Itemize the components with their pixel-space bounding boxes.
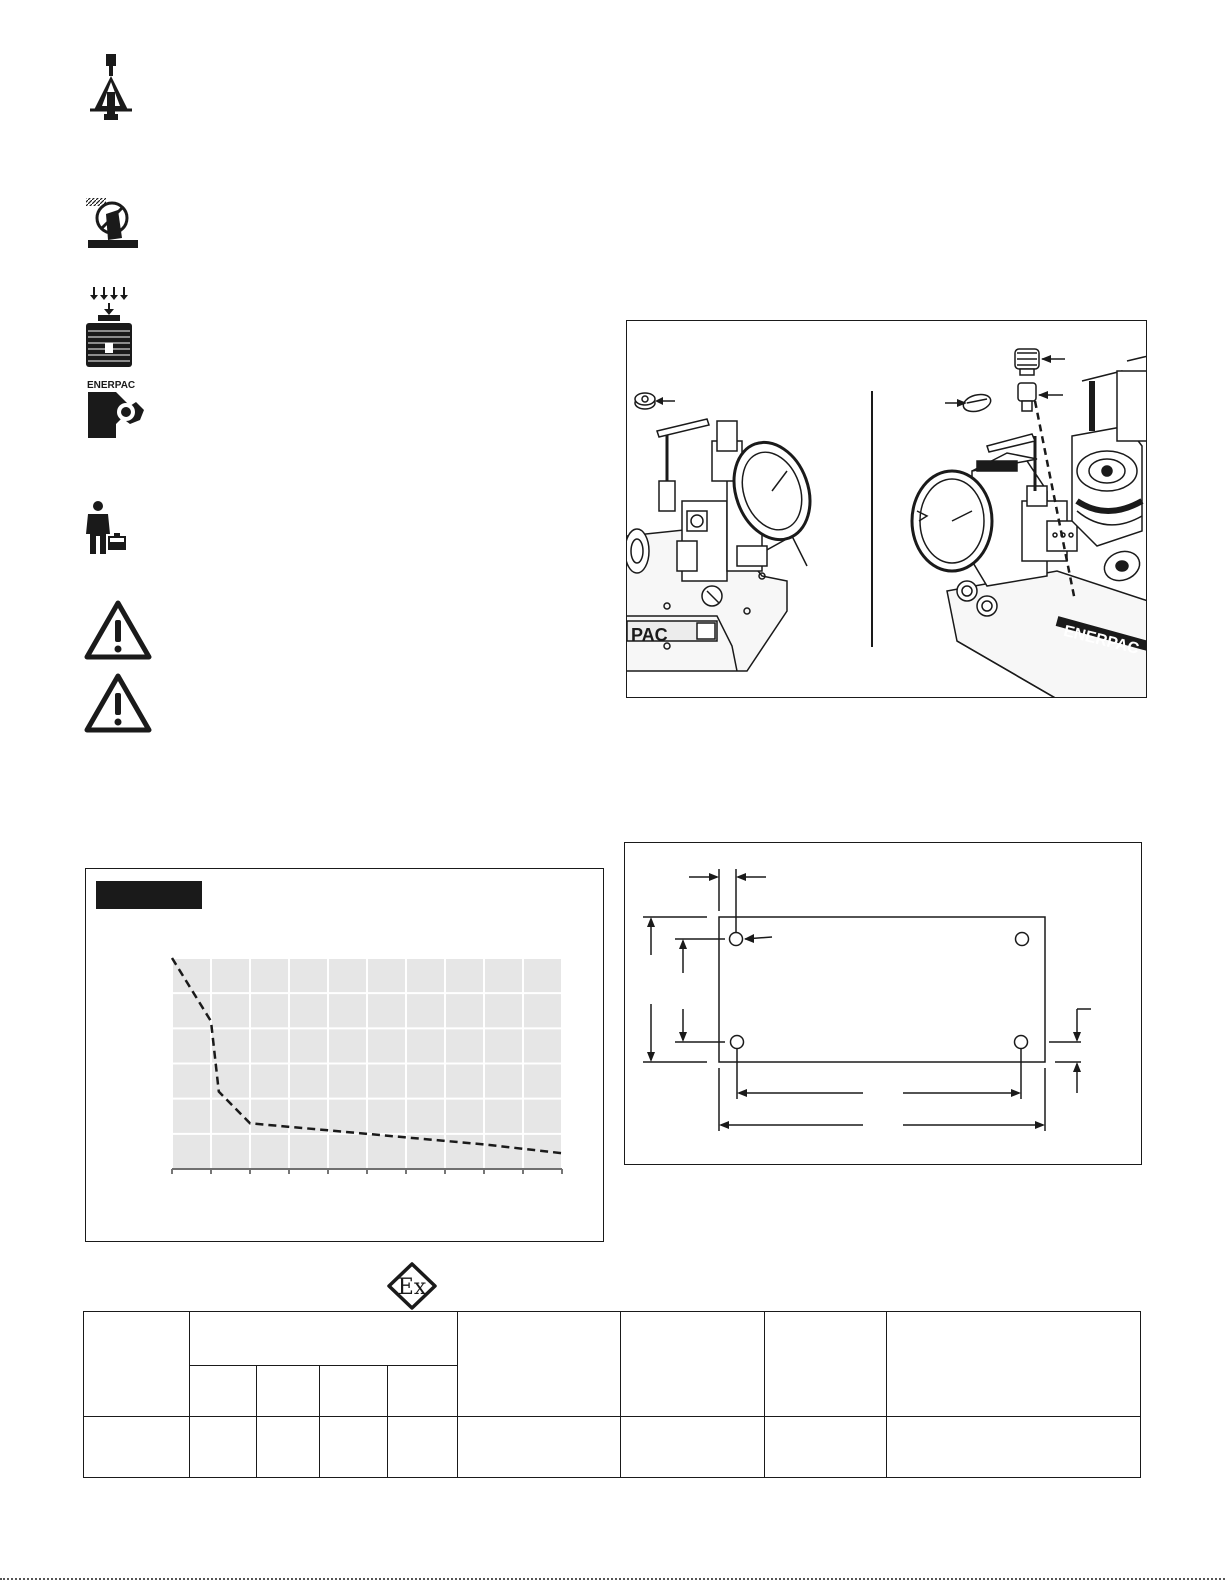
ex-mark-text: Ex [397, 1275, 427, 1300]
enerpac-logo-text: ENERPAC [87, 380, 136, 391]
table-header-cell [84, 1312, 190, 1417]
mounting-hole [731, 1036, 744, 1049]
right-pump-brand: ENERPAC [1061, 622, 1141, 658]
table-cell [621, 1417, 765, 1478]
table-header-cell [190, 1312, 458, 1366]
table-subheader-cell [320, 1366, 388, 1417]
mounting-hole [1015, 1036, 1028, 1049]
mounting-diagram-figure [624, 842, 1142, 1165]
table-cell [458, 1417, 621, 1478]
warning-triangle-icon [84, 600, 152, 660]
mounting-hole [1016, 933, 1029, 946]
table-cell [388, 1417, 458, 1478]
table-cell [887, 1417, 1141, 1478]
mounting-hole [730, 933, 743, 946]
table-cell [765, 1417, 887, 1478]
table-row [84, 1417, 1141, 1478]
page-bottom-rule [0, 1578, 1225, 1580]
trained-operator-icon [84, 500, 128, 556]
table-cell [190, 1417, 257, 1478]
table-subheader-cell [257, 1366, 320, 1417]
table-cell [320, 1417, 388, 1478]
mounting-base-outline [719, 917, 1045, 1062]
table-cell [84, 1417, 190, 1478]
table-header-cell [887, 1312, 1141, 1417]
chart-plot [86, 869, 605, 1243]
table-header-cell [458, 1312, 621, 1417]
pump-lifting-icon [80, 52, 142, 124]
ex-certification-mark [386, 1262, 438, 1310]
table-header-cell [765, 1312, 887, 1417]
pump-illustration-figure [626, 320, 1147, 698]
no-tilt-icon [84, 196, 140, 252]
reservoir-filter-icon [84, 285, 134, 369]
spec-table [83, 1311, 1141, 1478]
table-header-cell [621, 1312, 765, 1417]
left-pump-brand: PAC [631, 625, 668, 645]
table-cell [257, 1417, 320, 1478]
chart-figure [85, 868, 604, 1242]
enerpac-service-icon [86, 378, 148, 440]
table-subheader-cell [190, 1366, 257, 1417]
table-subheader-cell [388, 1366, 458, 1417]
warning-triangle-icon [84, 673, 152, 733]
